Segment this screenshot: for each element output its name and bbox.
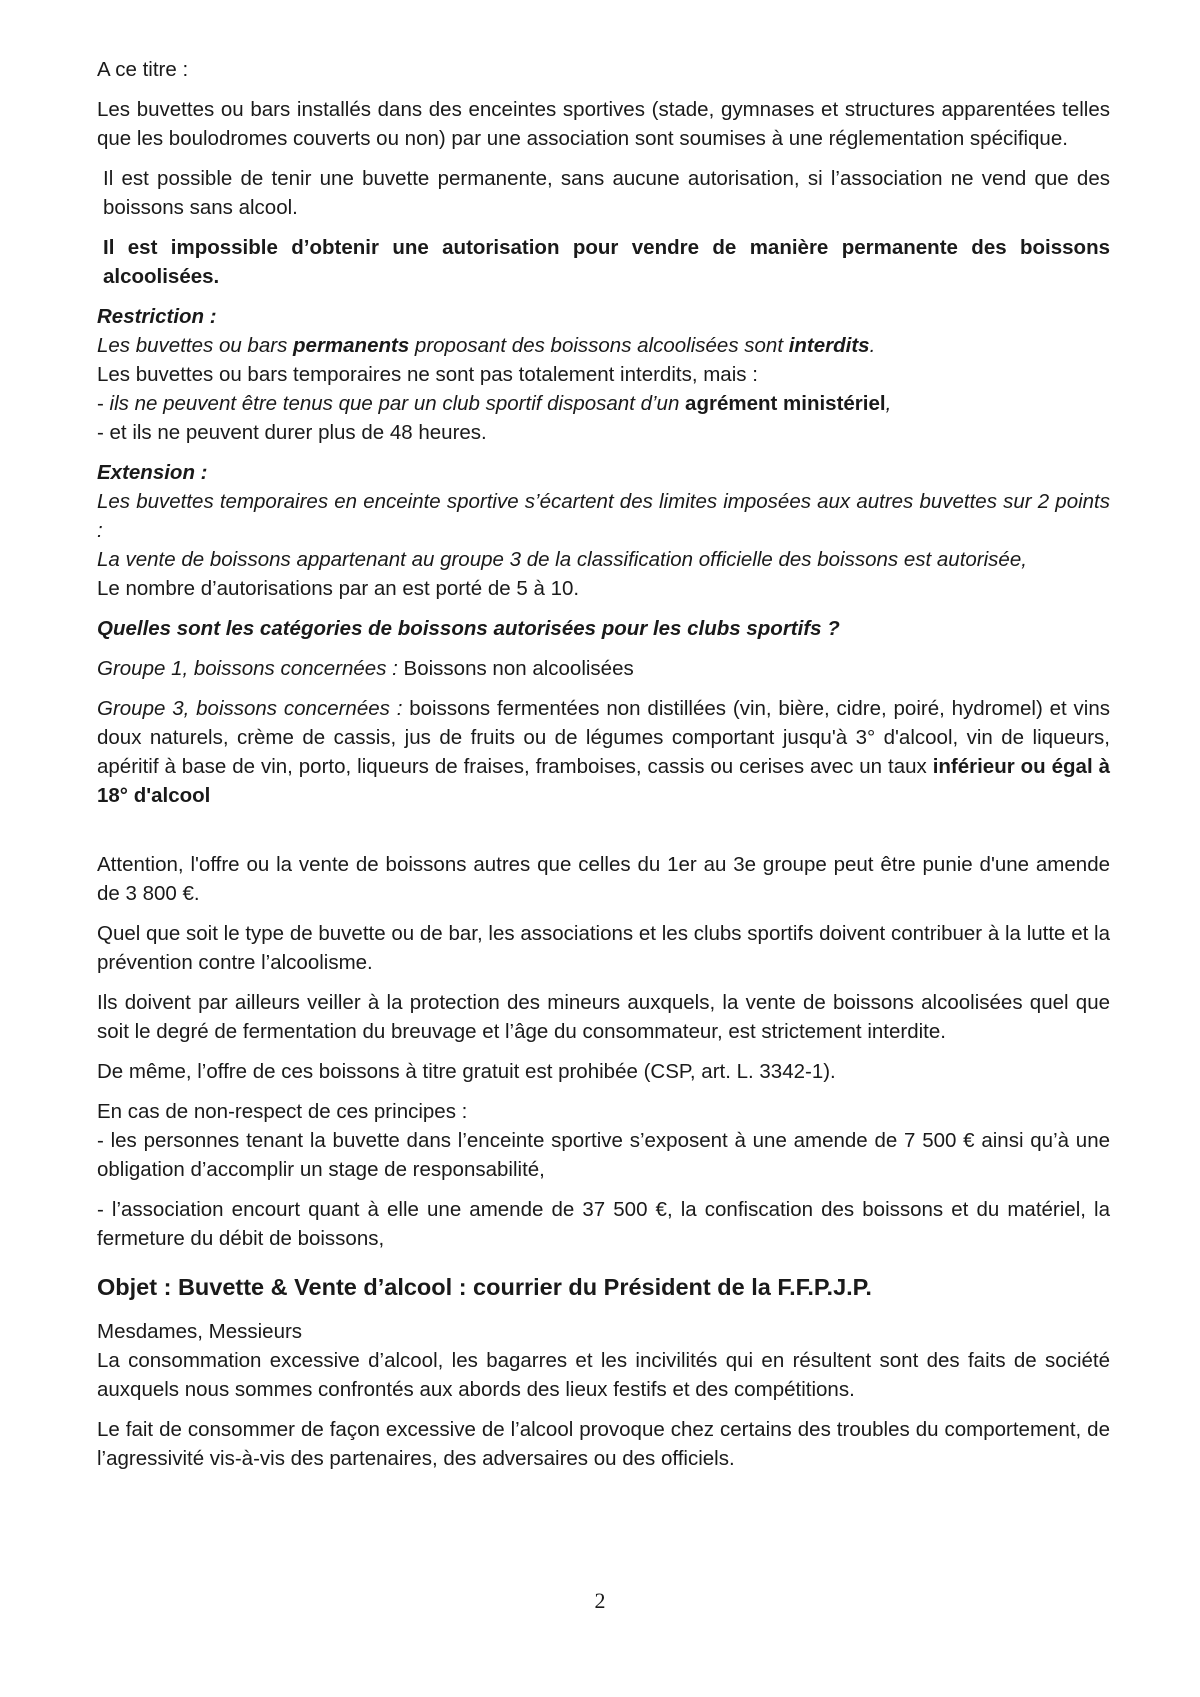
groupe-1 xyxy=(97,654,1110,683)
letter-salutation: Mesdames, Messieurs xyxy=(97,1320,303,1343)
groupe-3-text: boissons fermentées non distillées (vin, bière, cidre, poiré, hydromel) et vins doux naturels, crème de cassis, jus de fruits ou de légumes comportant jusqu'à 3° d'alcool, vin de liqueurs, apéritif à base de vin, porto, liqueurs de fraises, framboises, cassis ou cerises avec un taux xyxy=(97,697,1110,778)
restriction-agrement: agrément ministériel xyxy=(685,392,886,415)
restriction-line-1 xyxy=(97,331,1110,360)
page-content xyxy=(97,55,1110,1484)
sanctions-item-1: - les personnes tenant la buvette dans l’enceinte sportive s’exposent à une amende de 7 500 € ainsi qu’à une obligation d’accomplir un stage de responsabilité, xyxy=(97,1129,1110,1181)
restriction-line-3-dash: - xyxy=(97,392,110,415)
restriction-section xyxy=(97,302,1110,447)
paragraph-attention: Attention, l'offre ou la vente de boissons autres que celles du 1er au 3e groupe peut être punie d'une amende de 3 800 €. xyxy=(97,853,1110,905)
extension-title: Extension : xyxy=(97,461,208,484)
sanctions-intro: En cas de non-respect de ces principes : xyxy=(97,1100,468,1123)
restriction-line-1-e: . xyxy=(869,334,876,357)
restriction-line-1-c: proposant des boissons alcoolisées sont xyxy=(409,334,789,357)
restriction-line-3-comma: , xyxy=(885,392,892,415)
groupe-3-bold: inférieur ou égal à 18° d'alcool xyxy=(97,755,1110,807)
paragraph-quel: Quel que soit le type de buvette ou de bar, les associations et les clubs sportifs doivent contribuer à la lutte et la prévention contre l’alcoolisme. xyxy=(97,922,1110,974)
letter-paragraph-1: La consommation excessive d’alcool, les bagarres et les incivilités qui en résultent sont des faits de société auxquels nous sommes confrontés aux abords des lieux festifs et des compétitions. xyxy=(97,1349,1110,1401)
restriction-permanents: permanents xyxy=(293,334,410,357)
groupe-3 xyxy=(97,694,1110,810)
restriction-line-1-a: Les buvettes ou bars xyxy=(97,334,294,357)
paragraph-impossible-autorisation: Il est impossible d’obtenir une autorisation pour vendre de manière permanente des boissons alcoolisées. xyxy=(103,236,1110,288)
restriction-line-2: Les buvettes ou bars temporaires ne sont pas totalement interdits, mais : xyxy=(97,363,758,386)
extension-section xyxy=(97,458,1110,603)
paragraph-de-meme: De même, l’offre de ces boissons à titre gratuit est prohibée (CSP, art. L. 3342-1). xyxy=(97,1060,836,1083)
restriction-line-3 xyxy=(97,389,1110,418)
letter-paragraph-2: Le fait de consommer de façon excessive de l’alcool provoque chez certains des troubles du comportement, de l’agressivité vis-à-vis des partenaires, des adversaires ou des officiels. xyxy=(97,1418,1110,1470)
paragraph-buvette-permanente: Il est possible de tenir une buvette permanente, sans aucune autorisation, si l’association ne vend que des boissons sans alcool. xyxy=(103,167,1110,219)
paragraph-mineurs: Ils doivent par ailleurs veiller à la protection des mineurs auxquels, la vente de boissons alcoolisées quel que soit le degré de fermentation du breuvage et l’âge du consommateur, est strictement interdite. xyxy=(97,991,1110,1043)
extension-line-2: La vente de boissons appartenant au groupe 3 de la classification officielle des boissons est autorisée, xyxy=(97,548,1027,571)
extension-line-3: Le nombre d’autorisations par an est porté de 5 à 10. xyxy=(97,577,580,600)
groupe-1-label: Groupe 1, boissons concernées : xyxy=(97,657,398,680)
sanctions-item-2: - l’association encourt quant à elle une amende de 37 500 €, la confiscation des boissons et du matériel, la fermeture du débit de boissons, xyxy=(97,1198,1110,1250)
sanctions-section xyxy=(97,1097,1110,1253)
objet-heading: Objet : Buvette & Vente d’alcool : courrier du Président de la F.F.P.J.P. xyxy=(97,1274,872,1300)
restriction-title: Restriction : xyxy=(97,305,217,328)
question-heading: Quelles sont les catégories de boissons autorisées pour les clubs sportifs ? xyxy=(97,617,840,640)
extension-line-1: Les buvettes temporaires en enceinte sportive s’écartent des limites imposées aux autres buvettes sur 2 points : xyxy=(97,490,1110,542)
restriction-line-4: - et ils ne peuvent durer plus de 48 heures. xyxy=(97,421,487,444)
restriction-line-3-text: ils ne peuvent être tenus que par un club sportif disposant d’un xyxy=(109,392,686,415)
page-number: 2 xyxy=(594,1588,606,1613)
paragraph-buvettes: Les buvettes ou bars installés dans des enceintes sportives (stade, gymnases et structures apparentées telles que les boulodromes couverts ou non) par une association sont soumises à une réglementation spécifique. xyxy=(97,98,1110,150)
restriction-interdits: interdits xyxy=(788,334,870,357)
intro-line: A ce titre : xyxy=(97,58,189,81)
groupe-3-label: Groupe 3, boissons concernées : xyxy=(97,697,403,720)
groupe-1-text: Boissons non alcoolisées xyxy=(397,657,634,680)
